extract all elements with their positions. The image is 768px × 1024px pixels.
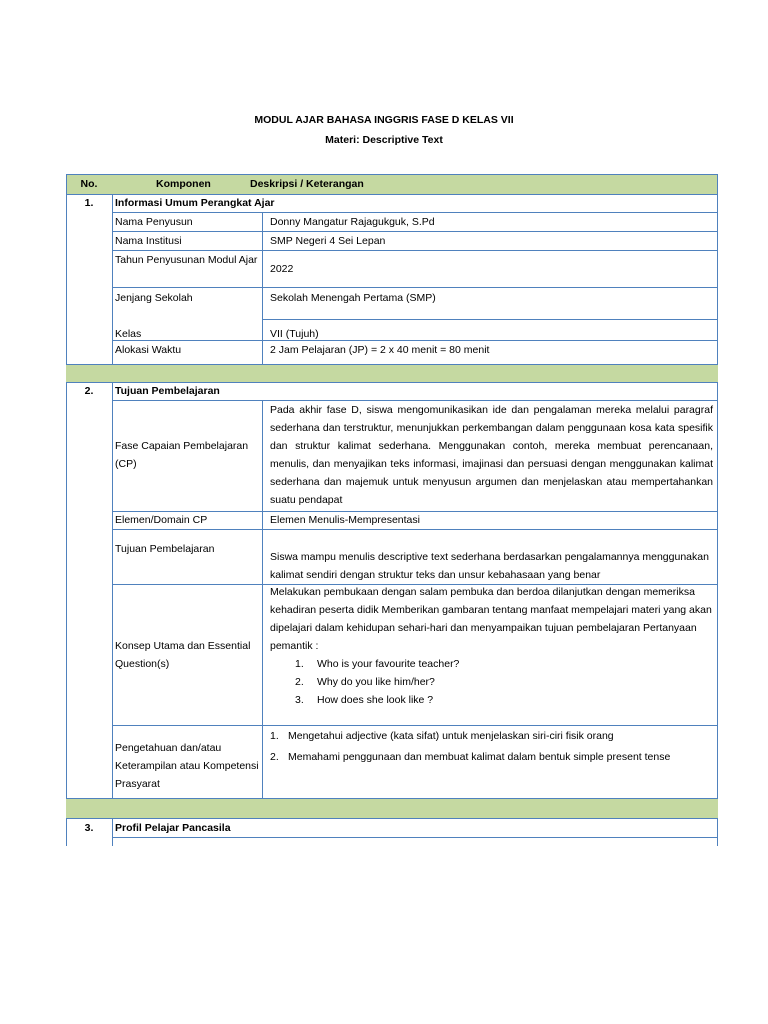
table-border-left — [66, 818, 67, 846]
row-divider — [112, 400, 718, 401]
table-border-left — [66, 174, 67, 364]
prasyarat-number: 1. — [270, 730, 279, 742]
prasyarat-text: Memahami penggunaan dan membuat kalimat dalam bentuk simple present tense — [288, 751, 671, 763]
question-number: 2. — [295, 676, 304, 688]
table-border-left — [66, 382, 67, 798]
row-divider — [112, 529, 718, 530]
row-value-tahun-penyusunan: 2022 — [270, 263, 294, 275]
document-subtitle: Materi: Descriptive Text — [325, 134, 443, 146]
row-divider — [112, 231, 718, 232]
row-divider — [66, 798, 718, 799]
row-divider — [112, 584, 718, 585]
list-item — [270, 727, 713, 745]
row-label-alokasi-waktu: Alokasi Waktu — [115, 344, 182, 356]
section1-title: Informasi Umum Perangkat Ajar — [115, 197, 275, 209]
section3-number: 3. — [84, 822, 94, 834]
row-label-nama-institusi: Nama Institusi — [115, 235, 182, 247]
cp-text: Pada akhir fase D, siswa mengomunikasikan ide dan pengalaman mereka melalui paragraf sederhana dan terstruktur, menunjukkan perkembangan dalam penggunaan kosa kata spesifik dan struktur kalimat sederhana. Menggunakan contoh, mereka membuat perencanaan, menulis, dan menyajikan teks informasi, imajinasi dan persuasi dengan menggunakan kalimat sederhana dan majemuk untuk menyusun argumen dan menjelaskan atau mempertahankan suatu pendapat — [270, 404, 713, 506]
question-list — [295, 655, 713, 709]
konsep-cell — [270, 583, 713, 709]
row-value-kelas: VII (Tujuh) — [270, 328, 319, 340]
row-divider — [112, 511, 718, 512]
row-label-jenjang-sekolah: Jenjang Sekolah — [115, 292, 193, 304]
prasyarat-cell — [270, 727, 713, 766]
table-border-right — [717, 382, 718, 798]
row-divider — [66, 194, 718, 195]
row-divider — [112, 212, 718, 213]
column-divider — [112, 194, 113, 364]
konsep-label: Konsep Utama dan Essential Question(s) — [115, 640, 251, 670]
row-divider — [66, 382, 718, 383]
header-komponen: Komponen — [156, 178, 211, 190]
list-item — [270, 748, 713, 766]
row-value-nama-institusi: SMP Negeri 4 Sei Lepan — [270, 235, 386, 247]
prasyarat-list — [270, 727, 713, 766]
section-separator-1 — [66, 364, 718, 382]
row-divider — [66, 364, 718, 365]
header-deskripsi: Deskripsi / Keterangan — [250, 178, 364, 190]
question-text: How does she look like ? — [317, 694, 434, 706]
table-border-top — [66, 174, 718, 175]
row-divider — [112, 340, 718, 341]
column-divider — [112, 382, 113, 798]
table-border-right — [717, 818, 718, 846]
elemen-value: Elemen Menulis-Mempresentasi — [270, 514, 420, 526]
row-divider — [112, 287, 718, 288]
prasyarat-label: Pengetahuan dan/atau Keterampilan atau Kompetensi Prasyarat — [115, 742, 259, 790]
section-separator-2 — [66, 798, 718, 818]
section3-title: Profil Pelajar Pancasila — [115, 822, 231, 834]
list-item — [295, 655, 713, 673]
cp-label: Fase Capaian Pembelajaran (CP) — [115, 440, 249, 470]
list-item — [295, 691, 713, 709]
question-text: Why do you like him/her? — [317, 676, 435, 688]
row-divider — [112, 725, 718, 726]
tujuan-label: Tujuan Pembelajaran — [115, 543, 215, 555]
row-divider — [66, 818, 718, 819]
row-value-nama-penyusun: Donny Mangatur Rajagukguk, S.Pd — [270, 216, 435, 228]
table-border-right — [717, 174, 718, 364]
row-divider — [112, 250, 718, 251]
list-item — [295, 673, 713, 691]
section1-number: 1. — [84, 197, 94, 209]
question-number: 3. — [295, 694, 304, 706]
module-table — [66, 174, 718, 846]
column-divider — [112, 818, 113, 846]
row-divider — [112, 837, 718, 838]
tujuan-value: Siswa mampu menulis descriptive text sederhana berdasarkan pengalamannya menggunakan kalimat sendiri dengan struktur teks dan unsur kebahasaan yang benar — [270, 551, 709, 581]
header-no: No. — [80, 178, 98, 190]
konsep-text: Melakukan pembukaan dengan salam pembuka dan berdoa dilanjutkan dengan memeriksa kehadiran peserta didik Memberikan gambaran tentang manfaat mempelajari materi yang akan dipelajari dalam kehidupan sehari-hari dan menyampaikan tujuan pembelajaran Pertanyaan pemantik : — [270, 586, 712, 652]
row-value-alokasi-waktu: 2 Jam Pelajaran (JP) = 2 x 40 menit = 80 menit — [270, 344, 490, 356]
question-text: Who is your favourite teacher? — [317, 658, 460, 670]
prasyarat-text: Mengetahui adjective (kata sifat) untuk menjelaskan siri-ciri fisik orang — [288, 730, 614, 742]
row-divider — [262, 319, 718, 320]
question-number: 1. — [295, 658, 304, 670]
row-label-nama-penyusun: Nama Penyusun — [115, 216, 193, 228]
section2-title: Tujuan Pembelajaran — [115, 385, 220, 397]
row-label-kelas: Kelas — [115, 328, 142, 340]
column-divider — [262, 212, 263, 364]
section2-number: 2. — [84, 385, 94, 397]
document-title: MODUL AJAR BAHASA INGGRIS FASE D KELAS VII — [254, 114, 514, 126]
prasyarat-number: 2. — [270, 751, 279, 763]
row-value-jenjang-sekolah: Sekolah Menengah Pertama (SMP) — [270, 292, 436, 304]
elemen-label: Elemen/Domain CP — [115, 514, 208, 526]
row-label-tahun-penyusunan: Tahun Penyusunan Modul Ajar — [115, 254, 258, 266]
column-divider — [262, 400, 263, 798]
